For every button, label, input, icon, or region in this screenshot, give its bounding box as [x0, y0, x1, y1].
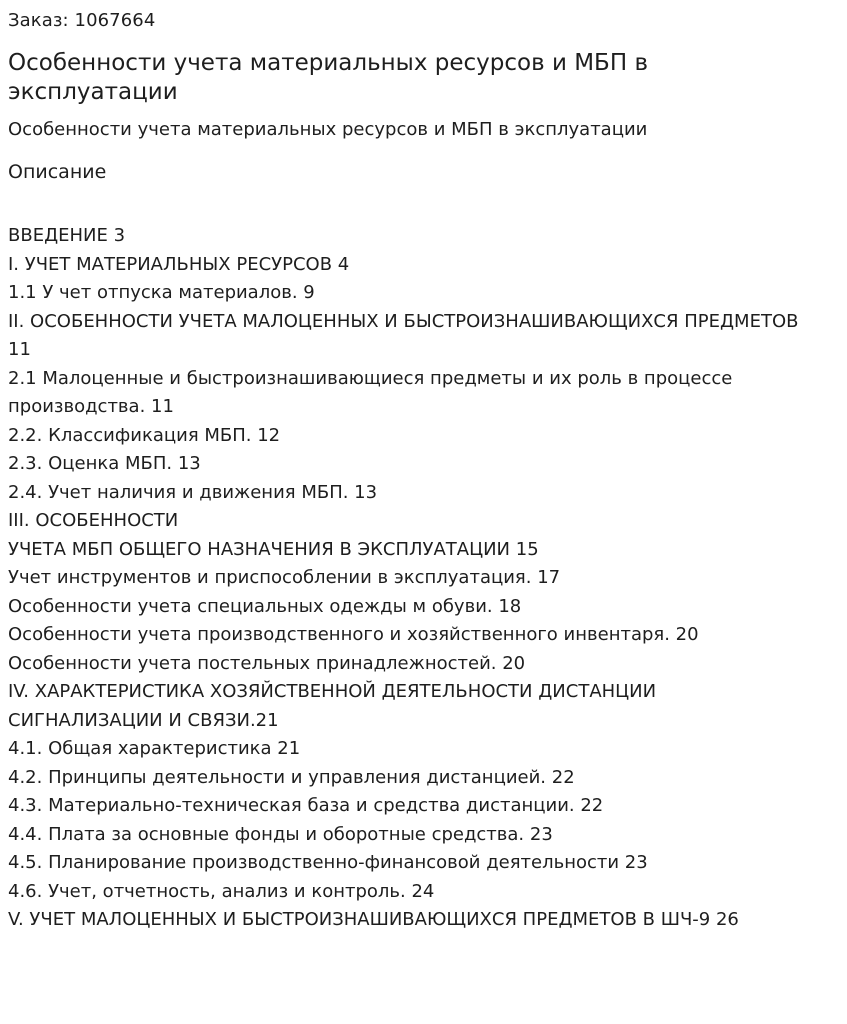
toc-item: IV. ХАРАКТЕРИСТИКА ХОЗЯЙСТВЕННОЙ ДЕЯТЕЛЬНОСТИ ДИСТАНЦИИ СИГНАЛИЗАЦИИ И СВЯЗИ.21 — [8, 681, 657, 731]
toc-item: 4.5. Планирование производственно-финансовой деятельности 23 — [8, 852, 648, 873]
toc-item: УЧЕТА МБП ОБЩЕГО НАЗНАЧЕНИЯ В ЭКСПЛУАТАЦИИ 15 — [8, 538, 539, 560]
toc-item: Особенности учета производственного и хозяйственного инвентаря. 20 — [8, 624, 699, 645]
toc-item: III. ОСОБЕННОСТИ — [8, 510, 179, 531]
toc-item: 2.4. Учет наличия и движения МБП. 13 — [8, 481, 378, 503]
toc-item: V. УЧЕТ МАЛОЦЕННЫХ И БЫСТРОИЗНАШИВАЮЩИХСЯ ПРЕДМЕТОВ В ШЧ-9 26 — [8, 909, 739, 930]
order-number: Заказ: 1067664 — [8, 10, 156, 31]
toc-item: Особенности учета постельных принадлежностей. 20 — [8, 652, 526, 674]
toc-item: ВВЕДЕНИЕ 3 — [8, 225, 126, 246]
toc-item: I. УЧЕТ МАТЕРИАЛЬНЫХ РЕСУРСОВ 4 — [8, 253, 350, 275]
toc-item: II. ОСОБЕННОСТИ УЧЕТА МАЛОЦЕННЫХ И БЫСТРОИЗНАШИВАЮЩИХСЯ ПРЕДМЕТОВ 11 — [8, 310, 799, 360]
toc-item: 4.3. Материально-техническая база и средства дистанции. 22 — [8, 795, 604, 816]
toc-item: Особенности учета специальных одежды м обуви. 18 — [8, 595, 522, 617]
toc-item: 2.3. Оценка МБП. 13 — [8, 453, 201, 474]
toc-item: 4.6. Учет, отчетность, анализ и контроль. 24 — [8, 880, 435, 902]
page-title: Особенности учета материальных ресурсов и МБП в эксплуатации — [8, 50, 649, 105]
toc-item: 4.1. Общая характеристика 21 — [8, 738, 301, 759]
toc-item: 4.4. Плата за основные фонды и оборотные средства. 23 — [8, 823, 553, 845]
toc-item: 1.1 У чет отпуска материалов. 9 — [8, 282, 315, 303]
table-of-contents — [8, 222, 808, 935]
toc-item: 4.2. Принципы деятельности и управления дистанцией. 22 — [8, 766, 575, 788]
page-subtitle: Особенности учета материальных ресурсов и МБП в эксплуатации — [8, 119, 648, 140]
toc-item: 2.1 Малоценные и быстроизнашивающиеся предметы и их роль в процессе производства. 11 — [8, 367, 733, 417]
toc-item: 2.2. Классификация МБП. 12 — [8, 424, 281, 446]
toc-item: Учет инструментов и приспособлении в эксплуатация. 17 — [8, 567, 561, 588]
description-heading: Описание — [8, 161, 107, 183]
